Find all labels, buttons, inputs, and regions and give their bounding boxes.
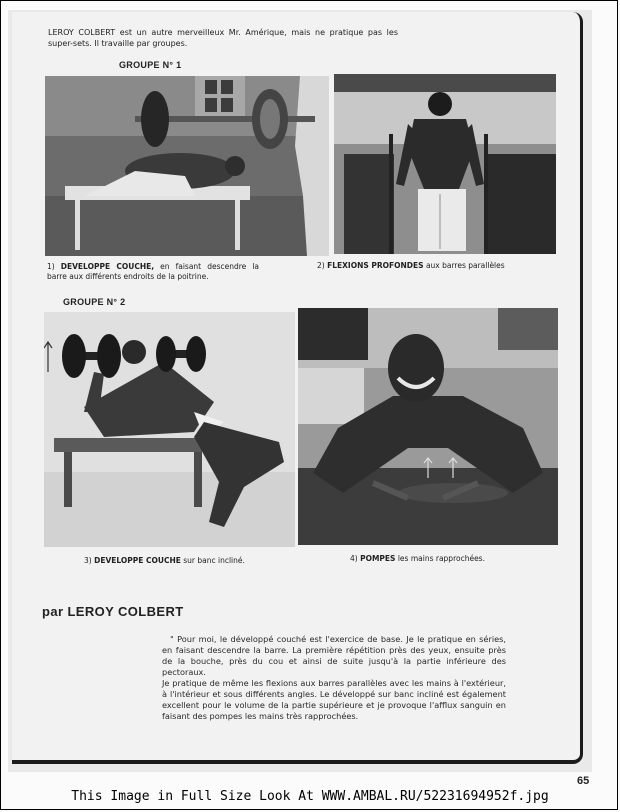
caption-2: 2) FLEXIONS PROFONDES aux barres parallèles: [317, 261, 505, 270]
photo-dips: [334, 74, 556, 254]
photo-bench-press: [45, 76, 329, 256]
caption-1: 1) DEVELOPPE COUCHE, en faisant descendre la barre aux différents endroits de la poitrine.: [47, 262, 260, 281]
quote-paragraph-2: Je pratique de même les flexions aux barres parallèles avec les mains à l'extérieur, à l'intérieur et sous différents angles. Le développé sur banc incliné est également excellent pour le volume de la partie supérieure et je provoque l'afflux sanguin en faisant des pompes les mains très rapprochées.: [162, 678, 506, 721]
group2-title: GROUPE N° 2: [63, 297, 126, 307]
quote-paragraph-1: " Pour moi, le développé couché est l'exercice de base. Je le pratique en séries, en faisant descendre la barre. La première répétition près des yeux, ensuite près de la bouche, près du cou et ainsi de suite jusqu'à la partie inférieure des pectoraux.: [162, 634, 506, 677]
quote-text: [162, 634, 506, 722]
page-number: 65: [577, 775, 590, 787]
magazine-page: [12, 12, 590, 787]
photo-incline-press: [44, 312, 295, 547]
group1-title: GROUPE N° 1: [119, 60, 182, 70]
caption-4: 4) POMPES les mains rapprochées.: [350, 554, 485, 563]
photo-push-ups: [298, 308, 558, 545]
author-heading: par LEROY COLBERT: [42, 604, 184, 619]
footer-link-text: This Image in Full Size Look At WWW.AMBAL.RU/52231694952f.jpg: [71, 789, 549, 804]
intro-text: LEROY COLBERT est un autre merveilleux Mr. Amérique, mais ne pratique pas les super-sets. Il travaille par groupes.: [48, 28, 398, 48]
caption-3: 3) DEVELOPPE COUCHE sur banc incliné.: [84, 556, 245, 565]
